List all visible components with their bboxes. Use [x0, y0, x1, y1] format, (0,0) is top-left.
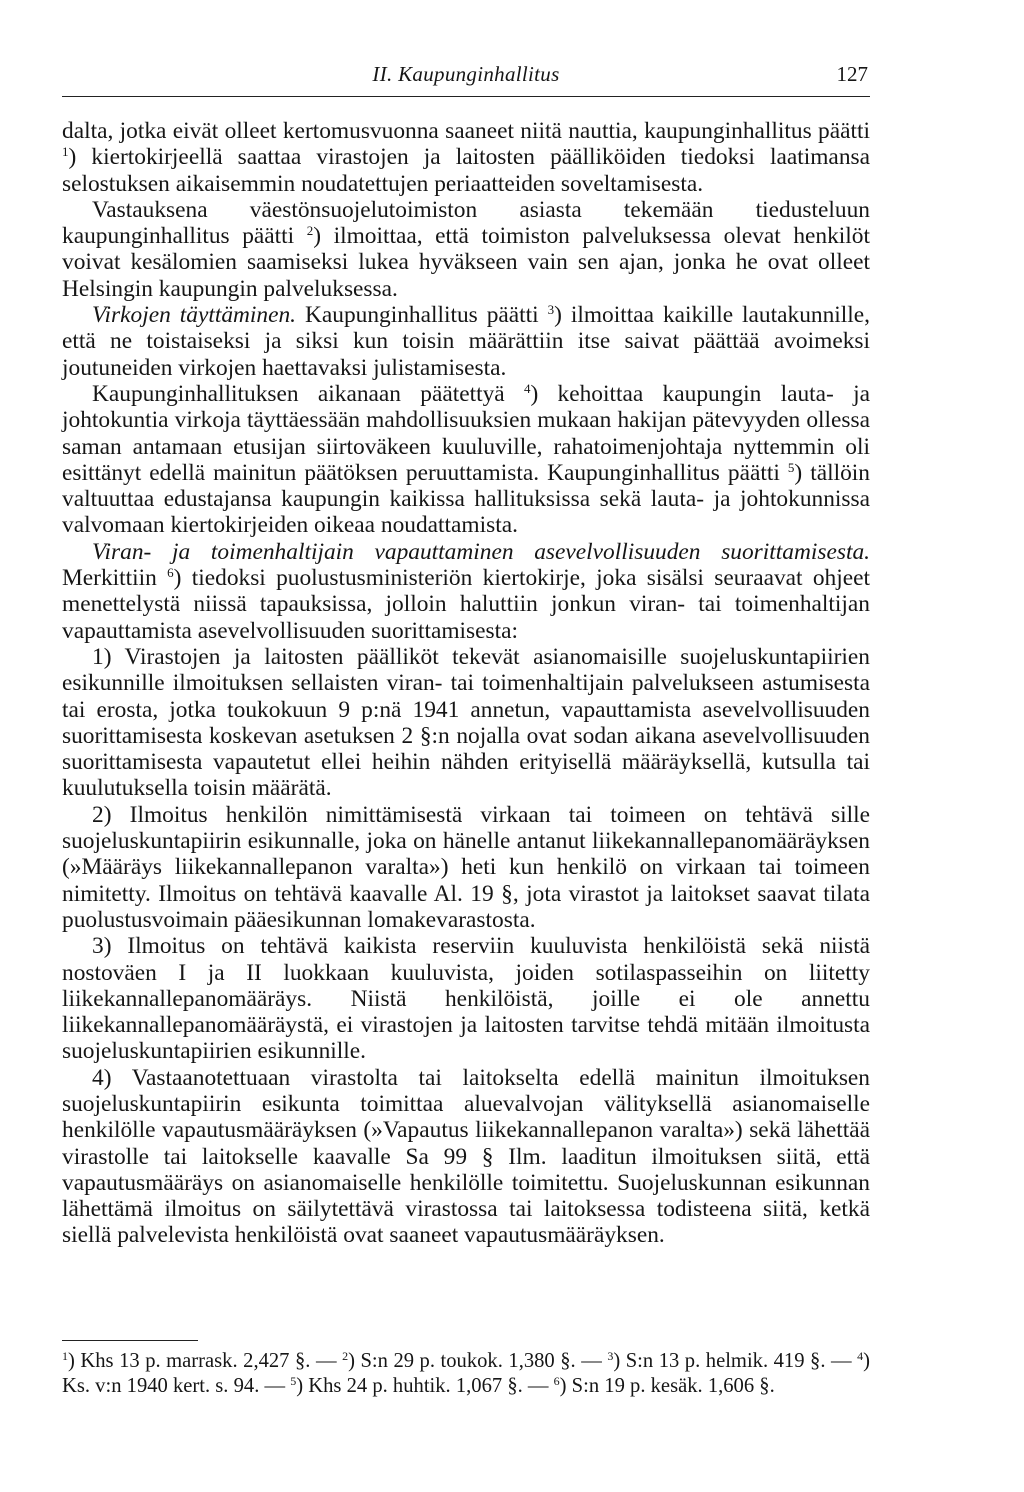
paragraph-text: Kaupunginhallitus päätti [296, 302, 539, 329]
paragraph-3 [62, 302, 870, 381]
paragraph-text: ) kehoittaa kaupungin lauta- ja johtokuntia virkoja täyttäessään mahdollisuuksien mukaan hakijan pätevyyden ollessa saman antamaan etusijan siirtoväkeen kuuluville, rahatoimenjohtaja nyttemmin oli esittänyt edellä mainitun päätöksen peruuttamista. Kaupunginhallitus päätti [62, 380, 870, 486]
footnote-text: ) S:n 19 p. kesäk. 1,606 §. [559, 1374, 775, 1397]
paragraph-text: ) ilmoittaa, että toimiston palveluksessa olevat henkilöt voivat kesälomien saamiseksi lukea hyväkseen vain sen ajan, jonka he ovat olleet Helsingin kaupungin palveluksessa. [62, 223, 871, 302]
footnote-text: ) Ks. v:n 1940 kert. s. 94. — [62, 1350, 870, 1397]
body-text [62, 118, 870, 1249]
paragraph-text: ) tällöin valtuuttaa edustajansa kaupungin kaikissa hallituksissa sekä lauta- ja johtokunnissa valvomaan kiertokirjeiden oikeaa noudattamista. [62, 459, 870, 539]
footnote-ref: 6 [167, 565, 174, 581]
paragraph-text: Kaupunginhallituksen aikanaan päätettyä [92, 380, 505, 407]
list-item-4: 4) Vastaanotettuaan virastolta tai laitokselta edellä mainitun ilmoituksen suojeluskuntapiirin esikunta toimittaa aluevalvojan välityksellä asianomaiselle henkilölle vapautusmääräyksen (»Vapautus liikekannallepanon varalta») sekä lähettää virastolle tai laitokselle kaavalle Sa 99 § Ilm. laaditun ilmoituksen siitä, että vapautusmääräys on asianomaiselle henkilölle toimitettu. Suojeluskunnan esikunnan lähettämä ilmoitus on säilytettävä virastossa tai laitoksessa todisteena siitä, ketkä siellä palvelevista henkilöistä ovat saaneet vapautusmääräyksen. [62, 1064, 870, 1249]
footnote-marker: 3 [607, 1349, 614, 1363]
paragraph-1 [62, 118, 870, 197]
list-item-2: 2) Ilmoitus henkilön nimittämisestä virkaan tai toimeen on tehtävä sille suojeluskuntapiirin esikunnalle, joka on hänelle antanut liikekannallepanomääräyksen (»Määräys liikekannallepanon varalta») heti kun henkilö on virkaan tai toimeen nimitetty. Ilmoitus on tehtävä kaavalle Al. 19 §, jota virastot ja laitokset saavat tilata puolustusvoimain pääesikunnan lomakevarastosta. [62, 801, 870, 933]
paragraph-text: ) kiertokirjeellä saattaa virastojen ja laitosten päälliköiden tiedoksi laatimansa selostuksen aikaisemmin noudatettujen periaatteiden soveltamisesta. [62, 144, 870, 197]
footnote-text: ) S:n 13 p. helmik. 419 §. — [613, 1350, 858, 1372]
footnote-ref: 5 [787, 459, 795, 475]
paragraph-text: dalta, jotka eivät olleet kertomusvuonna saaneet niitä nauttia, kaupunginhallitus päätti [62, 118, 870, 144]
footnote-ref: 3 [547, 302, 555, 318]
page-number: 127 [836, 62, 868, 86]
paragraph-5 [62, 539, 870, 644]
footnote-marker: 6 [553, 1373, 560, 1388]
footnote-marker: 2 [342, 1349, 349, 1363]
footnote-ref: 2 [306, 223, 314, 239]
footnote-marker: 4 [857, 1349, 864, 1363]
list-item-1: 1) Virastojen ja laitosten päälliköt tekevät asianomaisille suojeluskuntapiirien esikunnille ilmoituksen sellaisten viran- tai toimenhaltijain palvelukseen astumisesta tai erosta, jotka toukokuun 9 p:nä 1941 annetun, vapauttamista asevelvollisuuden suorittamisesta koskevan asetuksen 2 §:n nojalla ovat sodan aikana asevelvollisuuden suorittamisesta vapautetut ellei heihin nähden erityisellä määräyksellä, kutsulla tai kuulutuksella toisin määrätä. [62, 643, 870, 802]
footnote-text: ) Khs 13 p. marrask. 2,427 §. — [68, 1350, 343, 1372]
list-item-3: 3) Ilmoitus on tehtävä kaikista reserviin kuuluvista henkilöistä sekä niistä nostoväen I ja II luokkaan kuuluvista, joiden sotilaspasseihin on liitetty liikekannallepanomääräys. Niistä henkilöistä, joille ei ole annettu liikekannallepanomääräystä, ei virastojen ja laitosten tarvitse tehdä mitään ilmoitusta suojeluskuntapiirien esikunnille. [62, 933, 870, 1065]
section-heading: Virkojen täyttäminen. [92, 302, 297, 329]
paragraph-2 [62, 197, 870, 302]
footnote-text: ) S:n 29 p. toukok. 1,380 §. — [348, 1350, 608, 1372]
paragraph-text: ) ilmoittaa kaikille lautakunnille, että ne toistaiseksi ja siksi kun toisin määrättiin itse saivat päättää avoimeksi joutuneiden virkojen haettavaksi julistamisesta. [62, 302, 871, 381]
section-heading: Viran- ja toimenhaltijain vapauttaminen asevelvollisuuden suorittamisesta. [92, 538, 870, 565]
paragraph-text: Merkittiin [62, 565, 157, 592]
footnote-rule [62, 1340, 198, 1341]
running-header [62, 62, 870, 92]
paragraph-text: Vastauksena väestönsuojelutoimiston asiasta tekemään tiedusteluun kaupunginhallitus päätti [62, 196, 870, 250]
footnote-text: ) Khs 24 p. huhtik. 1,067 §. — [296, 1374, 554, 1397]
paragraph-text: ) tiedoksi puolustusministeriön kiertokirje, joka sisälsi seuraavat ohjeet menettelystä niissä tapauksissa, jolloin haluttiin jonkun viran- tai toimenhaltijan vapauttamista asevelvollisuuden suorittamisesta: [62, 565, 870, 644]
footnote-marker: 5 [290, 1373, 297, 1388]
footnotes [62, 1349, 870, 1398]
footnote-ref: 4 [523, 380, 531, 396]
paragraph-4 [62, 381, 870, 539]
footnote-marker: 1 [62, 1349, 68, 1363]
footnote-ref: 1 [62, 144, 69, 160]
header-rule [62, 96, 870, 97]
running-title: II. Kaupunginhallitus [372, 62, 560, 86]
